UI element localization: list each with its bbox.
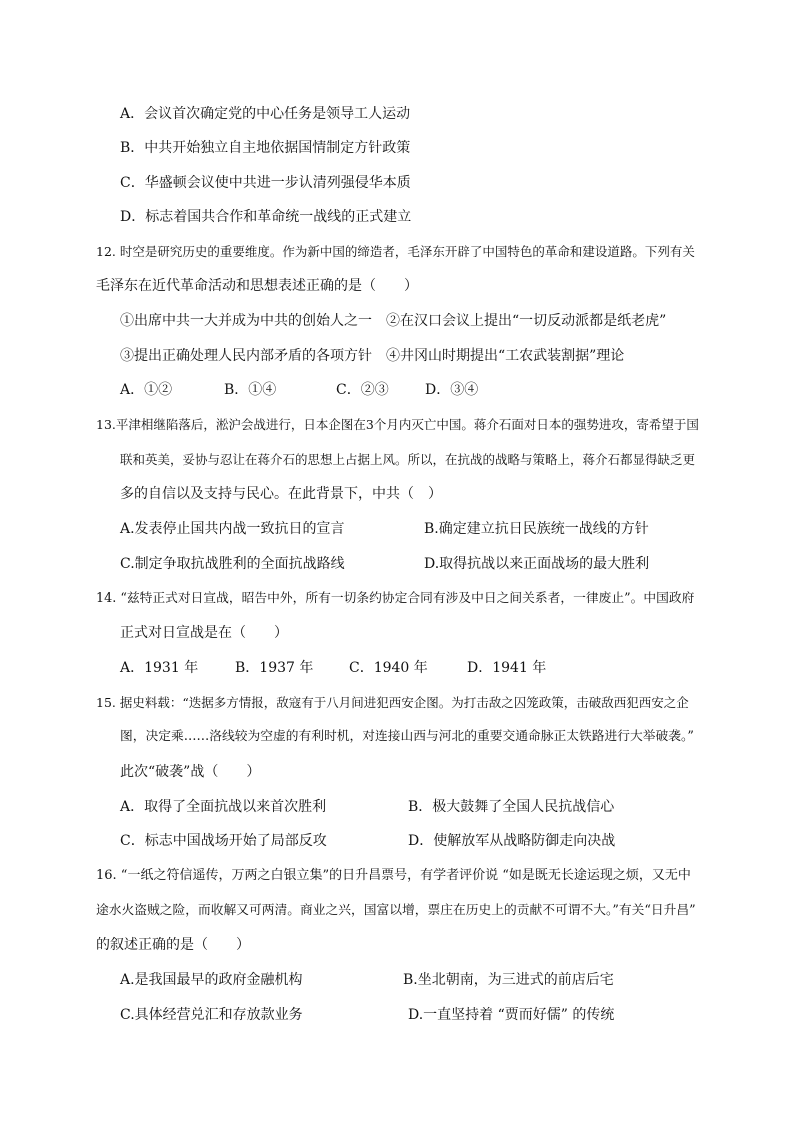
- q11-option-d: D．标志着国共合作和革命统一战线的正式建立: [120, 209, 412, 225]
- q14-option-c: C．1940 年: [349, 660, 428, 676]
- q16-option-c: C.具体经营兑汇和存放款业务: [120, 1007, 303, 1023]
- q12-option-c: C．②③: [336, 382, 389, 398]
- q15-stem-line1: 15. 据史料载：“迭据多方情报，敌寇有于八月间进犯西安企图。为打击敌之囚笼政策，击破敌西犯西安之企: [96, 695, 689, 710]
- q16-stem-line2: 途水火盗贼之险，而收解又可两清。商业之兴，国富以增，票庄在历史上的贡献不可谓不大。”有关“日升昌”: [96, 903, 696, 918]
- q13-option-b: B.确定建立抗日民族统一战线的方针: [424, 521, 649, 537]
- q14-option-b: B．1937 年: [235, 660, 314, 676]
- q12-statements-2: ③提出正确处理人民内部矛盾的各项方针 ④井冈山时期提出“工农武装割据”理论: [120, 348, 625, 364]
- q13-option-a: A.发表停止国共内战一致抗日的宣言: [120, 521, 345, 537]
- q12-statements-1: ①出席中共一大并成为中共的创始人之一 ②在汉口会议上提出“一切反动派都是纸老虎”: [120, 313, 667, 329]
- q13-stem-line2: 联和英美，妥协与忍让在蒋介石的思想上占据上风。所以，在抗战的战略与策略上，蒋介石都显得缺乏更: [120, 452, 696, 467]
- q13-option-d: D.取得抗战以来正面战场的最大胜利: [424, 556, 650, 572]
- q13-option-c: C.制定争取抗战胜利的全面抗战路线: [120, 556, 345, 572]
- q16-option-d: D.一直坚持着 “贾而好儒” 的传统: [408, 1007, 615, 1023]
- q11-option-c: C．华盛顿会议使中共进一步认清列强侵华本质: [120, 175, 411, 191]
- q12-option-a: A．①②: [120, 382, 173, 398]
- q16-stem-line1: 16. “一纸之符信遥传，万两之白银立集”的日升昌票号，有学者评价说 “如是既无长途运现之烦，又无中: [96, 868, 691, 883]
- q14-stem-line2: 正式对日宣战是在（ ）: [120, 625, 288, 641]
- q12-option-d: D．③④: [425, 382, 479, 398]
- q14-option-a: A．1931 年: [120, 660, 199, 676]
- q13-stem-line1: 13.平津相继陷落后，淞沪会战进行，日本企图在3个月内灭亡中国。蒋介石面对日本的强势进攻，寄希望于国: [96, 417, 699, 432]
- q14-option-d: D．1941 年: [467, 660, 547, 676]
- q15-option-d: D．使解放军从战略防御走向决战: [408, 833, 616, 849]
- q12-stem-line2: 毛泽东在近代革命活动和思想表述正确的是（ ）: [96, 278, 418, 294]
- q13-stem-line3: 多的自信以及支持与民心。在此背景下，中共（ ）: [120, 486, 442, 502]
- q11-option-b: B．中共开始独立自主地依据国情制定方针政策: [120, 140, 411, 156]
- q14-stem-line1: 14. “兹特正式对日宣战，昭告中外，所有一切条约协定合同有涉及中日之间关系者，一律废止”。中国政府: [96, 591, 695, 606]
- q15-option-b: B．极大鼓舞了全国人民抗战信心: [408, 799, 615, 815]
- q16-stem-line3: 的叙述正确的是（ ）: [96, 937, 250, 953]
- q15-stem-line3: 此次“破袭”战（ ）: [120, 764, 261, 780]
- q16-option-a: A.是我国最早的政府金融机构: [120, 972, 303, 988]
- q15-option-a: A．取得了全面抗战以来首次胜利: [120, 799, 327, 815]
- q15-stem-line2: 图，决定乘……洛线较为空虚的有利时机，对连接山西与河北的重要交通命脉正太铁路进行大举破袭。”: [120, 729, 694, 744]
- q15-option-c: C．标志中国战场开始了局部反攻: [120, 833, 327, 849]
- q12-option-b: B．①④: [224, 382, 277, 398]
- q11-option-a: A．会议首次确定党的中心任务是领导工人运动: [120, 106, 411, 122]
- q12-stem-line1: 12. 时空是研究历史的重要维度。作为新中国的缔造者，毛泽东开辟了中国特色的革命和建设道路。下列有关: [96, 244, 695, 259]
- q16-option-b: B.坐北朝南，为三进式的前店后宅: [403, 972, 614, 988]
